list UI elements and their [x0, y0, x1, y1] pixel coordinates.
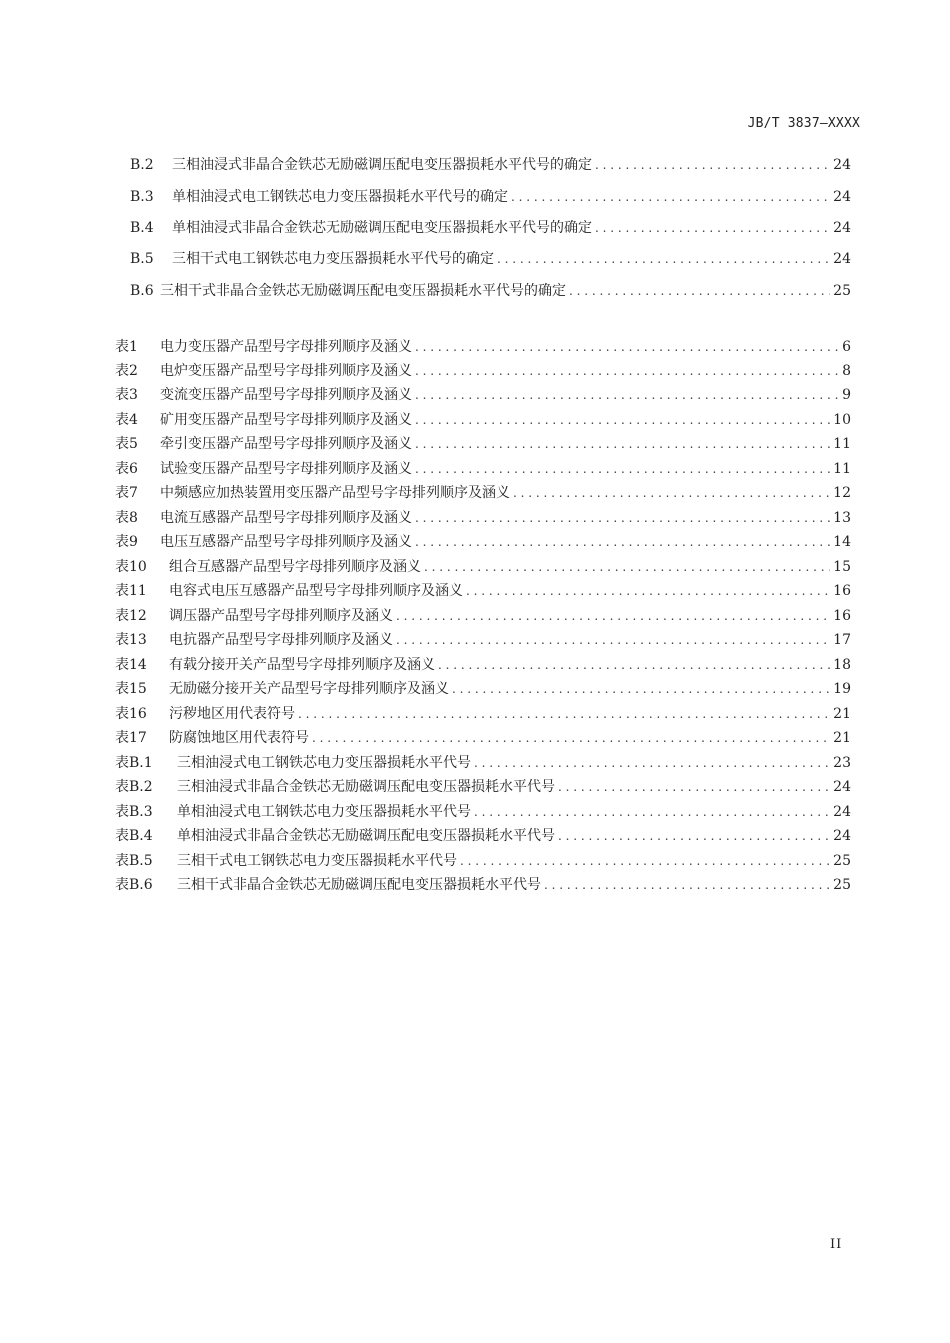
entry-number: B.3 — [130, 189, 154, 205]
entry-page: 19 — [833, 681, 851, 697]
entry-page: 11 — [833, 436, 851, 452]
entry-number: 表B.6 — [115, 877, 153, 893]
toc-section-b6[interactable] — [130, 282, 851, 300]
entry-number: B.2 — [130, 157, 154, 173]
toc-table-2[interactable] — [115, 362, 851, 380]
toc-section-b2[interactable] — [130, 156, 851, 174]
leader-dots — [438, 656, 830, 674]
entry-title: 三相干式电工钢铁芯电力变压器损耗水平代号的确定 — [172, 251, 494, 267]
entry-title: 电容式电压互感器产品型号字母排列顺序及涵义 — [169, 583, 463, 599]
entry-number: 表4 — [115, 412, 138, 428]
entry-number: 表12 — [115, 608, 147, 624]
entry-title: 无励磁分接开关产品型号字母排列顺序及涵义 — [169, 681, 449, 697]
entry-title: 单相油浸式非晶合金铁芯无励磁调压配电变压器损耗水平代号 — [177, 828, 555, 844]
toc-table-10[interactable] — [115, 558, 851, 576]
entry-number: 表2 — [115, 363, 138, 379]
entry-number: 表9 — [115, 534, 138, 550]
entry-page: 25 — [833, 283, 851, 299]
entry-page: 17 — [833, 632, 851, 648]
leader-dots — [466, 582, 830, 600]
entry-number: 表1 — [115, 339, 138, 355]
leader-dots — [415, 338, 839, 356]
toc-table-b4[interactable] — [115, 827, 851, 845]
entry-number: B.4 — [130, 220, 154, 236]
entry-title: 变流变压器产品型号字母排列顺序及涵义 — [160, 387, 412, 403]
entry-title: 电炉变压器产品型号字母排列顺序及涵义 — [160, 363, 412, 379]
entry-title: 三相干式非晶合金铁芯无励磁调压配电变压器损耗水平代号 — [177, 877, 541, 893]
entry-title: 电力变压器产品型号字母排列顺序及涵义 — [160, 339, 412, 355]
toc-table-b2[interactable] — [115, 778, 851, 796]
entry-page: 21 — [833, 706, 851, 722]
entry-number: B.5 — [130, 251, 154, 267]
toc-table-14[interactable] — [115, 656, 851, 674]
entry-page: 24 — [833, 804, 851, 820]
toc-table-7[interactable] — [115, 484, 851, 502]
entry-number: 表10 — [115, 559, 147, 575]
entry-page: 14 — [833, 534, 851, 550]
leader-dots — [474, 803, 830, 821]
entry-page: 25 — [833, 853, 851, 869]
toc-table-1[interactable] — [115, 338, 851, 356]
toc-table-16[interactable] — [115, 705, 851, 723]
entry-title: 牵引变压器产品型号字母排列顺序及涵义 — [160, 436, 412, 452]
entry-number: 表5 — [115, 436, 138, 452]
leader-dots — [460, 852, 830, 870]
toc-table-b6[interactable] — [115, 876, 851, 894]
leader-dots — [452, 680, 830, 698]
entry-title: 单相油浸式电工钢铁芯电力变压器损耗水平代号的确定 — [172, 189, 508, 205]
entry-title: 三相油浸式非晶合金铁芯无励磁调压配电变压器损耗水平代号 — [177, 779, 555, 795]
toc-table-13[interactable] — [115, 631, 851, 649]
toc-table-12[interactable] — [115, 607, 851, 625]
entry-page: 6 — [842, 339, 851, 355]
toc-section-b3[interactable] — [130, 188, 851, 206]
entry-page: 16 — [833, 583, 851, 599]
entry-number: 表13 — [115, 632, 147, 648]
entry-page: 10 — [833, 412, 851, 428]
entry-page: 8 — [842, 363, 851, 379]
leader-dots — [595, 219, 830, 237]
entry-number: 表7 — [115, 485, 138, 501]
entry-title: 有载分接开关产品型号字母排列顺序及涵义 — [169, 657, 435, 673]
entry-number: 表6 — [115, 461, 138, 477]
toc-table-11[interactable] — [115, 582, 851, 600]
leader-dots — [544, 876, 830, 894]
entry-page: 24 — [833, 189, 851, 205]
leader-dots — [415, 435, 830, 453]
entry-number: 表14 — [115, 657, 147, 673]
leader-dots — [415, 533, 830, 551]
entry-page: 24 — [833, 779, 851, 795]
entry-number: 表B.1 — [115, 755, 153, 771]
entry-page: 11 — [833, 461, 851, 477]
entry-number: 表8 — [115, 510, 138, 526]
leader-dots — [569, 282, 830, 300]
toc-section-b4[interactable] — [130, 219, 851, 237]
leader-dots — [415, 460, 830, 478]
entry-title: 单相油浸式非晶合金铁芯无励磁调压配电变压器损耗水平代号的确定 — [172, 220, 592, 236]
entry-number: 表B.2 — [115, 779, 153, 795]
toc-table-b1[interactable] — [115, 754, 851, 772]
entry-page: 18 — [833, 657, 851, 673]
entry-page: 15 — [833, 559, 851, 575]
toc-section-b5[interactable] — [130, 250, 851, 268]
entry-page: 24 — [833, 828, 851, 844]
toc-table-3[interactable] — [115, 386, 851, 404]
toc-table-5[interactable] — [115, 435, 851, 453]
entry-title: 三相干式非晶合金铁芯无励磁调压配电变压器损耗水平代号的确定 — [160, 283, 566, 299]
entry-page: 24 — [833, 157, 851, 173]
entry-number: 表3 — [115, 387, 138, 403]
entry-title: 单相油浸式电工钢铁芯电力变压器损耗水平代号 — [177, 804, 471, 820]
toc-table-6[interactable] — [115, 460, 851, 478]
leader-dots — [558, 827, 830, 845]
leader-dots — [415, 509, 830, 527]
toc-table-b3[interactable] — [115, 803, 851, 821]
leader-dots — [511, 188, 830, 206]
entry-title: 电流互感器产品型号字母排列顺序及涵义 — [160, 510, 412, 526]
leader-dots — [595, 156, 830, 174]
page-number: II — [830, 1237, 843, 1252]
entry-title: 中频感应加热装置用变压器产品型号字母排列顺序及涵义 — [160, 485, 510, 501]
entry-page: 24 — [833, 220, 851, 236]
entry-number: B.6 — [130, 283, 154, 299]
entry-number: 表17 — [115, 730, 147, 746]
entry-title: 三相油浸式非晶合金铁芯无励磁调压配电变压器损耗水平代号的确定 — [172, 157, 592, 173]
leader-dots — [396, 631, 830, 649]
entry-title: 三相干式电工钢铁芯电力变压器损耗水平代号 — [177, 853, 457, 869]
entry-title: 电压互感器产品型号字母排列顺序及涵义 — [160, 534, 412, 550]
leader-dots — [474, 754, 830, 772]
entry-page: 16 — [833, 608, 851, 624]
entry-title: 矿用变压器产品型号字母排列顺序及涵义 — [160, 412, 412, 428]
standard-code: JB/T 3837—XXXX — [747, 116, 860, 131]
entry-number: 表B.4 — [115, 828, 153, 844]
entry-page: 12 — [833, 485, 851, 501]
leader-dots — [298, 705, 830, 723]
entry-number: 表B.3 — [115, 804, 153, 820]
leader-dots — [415, 362, 839, 380]
toc-table-15[interactable] — [115, 680, 851, 698]
entry-page: 23 — [833, 755, 851, 771]
leader-dots — [513, 484, 830, 502]
toc-table-9[interactable] — [115, 533, 851, 551]
toc-table-8[interactable] — [115, 509, 851, 527]
entry-title: 试验变压器产品型号字母排列顺序及涵义 — [160, 461, 412, 477]
toc-table-17[interactable] — [115, 729, 851, 747]
entry-page: 13 — [833, 510, 851, 526]
leader-dots — [497, 250, 830, 268]
entry-page: 21 — [833, 730, 851, 746]
entry-page: 9 — [842, 387, 851, 403]
toc-table-4[interactable] — [115, 411, 851, 429]
entry-title: 三相油浸式电工钢铁芯电力变压器损耗水平代号 — [177, 755, 471, 771]
leader-dots — [558, 778, 830, 796]
entry-page: 25 — [833, 877, 851, 893]
leader-dots — [424, 558, 830, 576]
entry-title: 组合互感器产品型号字母排列顺序及涵义 — [169, 559, 421, 575]
entry-title: 防腐蚀地区用代表符号 — [169, 730, 309, 746]
leader-dots — [415, 411, 830, 429]
leader-dots — [396, 607, 830, 625]
entry-title: 调压器产品型号字母排列顺序及涵义 — [169, 608, 393, 624]
leader-dots — [415, 386, 839, 404]
entry-title: 污秽地区用代表符号 — [169, 706, 295, 722]
entry-page: 24 — [833, 251, 851, 267]
entry-title: 电抗器产品型号字母排列顺序及涵义 — [169, 632, 393, 648]
leader-dots — [312, 729, 830, 747]
entry-number: 表15 — [115, 681, 147, 697]
entry-number: 表B.5 — [115, 853, 153, 869]
entry-number: 表16 — [115, 706, 147, 722]
entry-number: 表11 — [115, 583, 147, 599]
toc-table-b5[interactable] — [115, 852, 851, 870]
